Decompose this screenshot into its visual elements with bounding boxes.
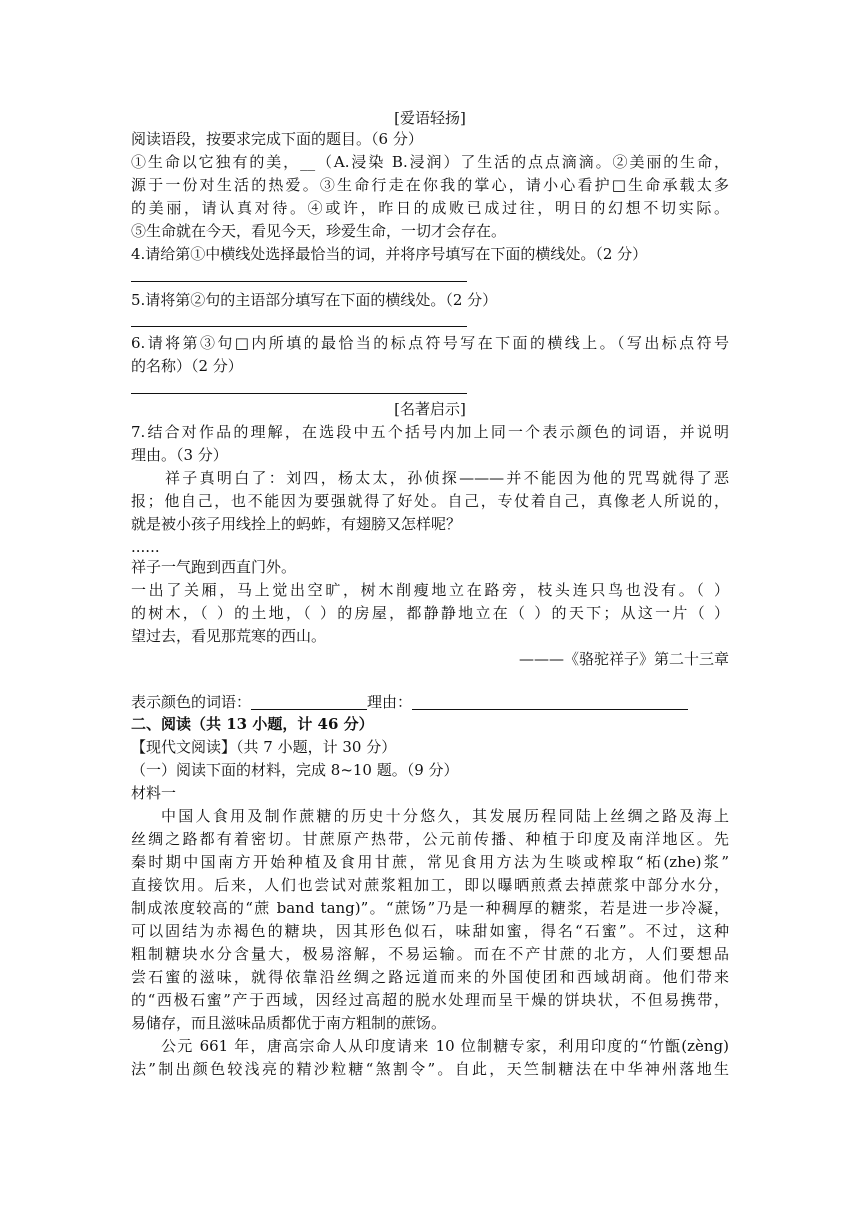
excerpt-p1-line-3: 就是被小孩子用线拴上的蚂蚱，有翅膀又怎样呢？ — [131, 515, 462, 533]
question-6-line-2: 的名称）（2 分） — [131, 357, 243, 375]
material-p1-line-5: 制成浓度较高的“蔗 band tang)”。“蔗饧”乃是一种稠厚的糖浆，若是进一步冷凝， — [131, 899, 729, 917]
question-7-line-2: 理由。（3 分） — [131, 446, 228, 464]
answer-row-q7 — [131, 692, 688, 712]
material-p1-line-4: 直接饮用。后来，人们也尝试对蔗浆粗加工，即以曝晒煎煮去掉蔗浆中部分水分， — [131, 876, 729, 894]
material-p1-line-1: 中国人食用及制作蔗糖的历史十分悠久，其发展历程同陆上丝绸之路及海上 — [161, 807, 729, 825]
reading-part-1: （一）阅读下面的材料，完成 8~10 题。（9 分） — [131, 761, 459, 779]
passage-intro: 阅读语段，按要求完成下面的题目。（6 分） — [131, 130, 423, 148]
question-4: 4.请给第①中横线处选择最恰当的词，并将序号填写在下面的横线处。（2 分） — [131, 245, 648, 263]
color-word-blank[interactable] — [251, 693, 367, 710]
excerpt-p1-line-2: 报；他自己，也不能因为要强就得了好处。自己，专仗着自己，真像老人所说的， — [131, 492, 729, 510]
section-header-mingzhu: [名著启示] — [394, 400, 466, 418]
material-p2-line-1: 公元 661 年，唐高宗命人从印度请来 10 位制糖专家，利用印度的“竹甑(zèng) — [161, 1037, 729, 1055]
excerpt-p1-line-1: 祥子真明白了：刘四，杨太太，孙侦探———并不能因为他的咒骂就得了恶 — [165, 469, 729, 487]
reading-section-title: 二、阅读（共 13 小题，计 46 分） — [131, 715, 374, 733]
reading-section-subtitle: 【现代文阅读】（共 7 小题，计 30 分） — [131, 738, 397, 756]
material-label: 材料一 — [131, 784, 177, 802]
material-p1-line-3: 秦时期中国南方开始种植及食用甘蔗，常见食用方法为生啖或榨取“柘(zhe)浆” — [131, 853, 729, 871]
reason-blank[interactable] — [412, 693, 688, 710]
excerpt-p3-line-1: 一出了关厢，马上觉出空旷，树木削瘦地立在路旁，枝头连只鸟也没有。（ ） — [131, 581, 729, 599]
answer-line-q6[interactable] — [131, 393, 467, 394]
excerpt-ellipsis: ...... — [131, 538, 160, 556]
excerpt-p3-line-3: 望过去，看见那荒寒的西山。 — [131, 627, 327, 645]
reason-label: 理由： — [367, 693, 413, 711]
answer-line-q4[interactable] — [131, 281, 467, 282]
section-header-aiyu: [爱语轻扬] — [394, 109, 466, 127]
material-p1-line-8: 尝石蜜的滋味，就得依靠沿丝绸之路远道而来的外国使团和西域胡商。他们带来 — [131, 968, 729, 986]
passage-line-2: 源于一份对生活的热爱。③生命行走在你我的掌心，请小心看护□生命承载太多 — [131, 176, 729, 194]
question-6-line-1: 6.请将第③句□内所填的最恰当的标点符号写在下面的横线上。（写出标点符号 — [131, 334, 729, 352]
passage-line-3: 的美丽，请认真对待。④或许，昨日的成败已成过往，明日的幻想不切实际。 — [131, 199, 729, 217]
material-p1-line-9: 的“西极石蜜”产于西域，因经过高超的脱水处理而呈干燥的饼块状，不但易携带， — [131, 991, 729, 1009]
material-p2-line-2: 法”制出颜色较浅亮的精沙粒糖“煞割令”。自此，天竺制糖法在中华神州落地生 — [131, 1060, 729, 1078]
passage-line-4: ⑤生命就在今天，看见今天，珍爱生命，一切才会存在。 — [131, 222, 507, 240]
material-p1-line-7: 粗制糖块水分含量大，极易溶解，不易运输。而在不产甘蔗的北方，人们要想品 — [131, 945, 729, 963]
material-p1-line-6: 可以固结为赤褐色的糖块，因其形色似石，味甜如蜜，得名“石蜜”。不过，这种 — [131, 922, 729, 940]
excerpt-source: ———《骆驼祥子》第二十三章 — [518, 650, 729, 668]
question-5: 5.请将第②句的主语部分填写在下面的横线处。（2 分） — [131, 291, 498, 309]
passage-line-1: ①生命以它独有的美，__（A.浸染 B.浸润）了生活的点点滴滴。②美丽的生命， — [131, 153, 729, 171]
answer-line-q5[interactable] — [131, 326, 467, 327]
material-p1-line-10: 易储存，而且滋味品质都优于南方粗制的蔗饧。 — [131, 1014, 447, 1032]
excerpt-p3-line-2: 的树木，（ ）的土地，（ ）的房屋，都静静地立在（ ）的天下；从这一片（ ） — [131, 604, 729, 622]
question-7-line-1: 7.结合对作品的理解，在选段中五个括号内加上同一个表示颜色的词语，并说明 — [131, 423, 729, 441]
color-word-label: 表示颜色的词语： — [131, 693, 252, 711]
material-p1-line-2: 丝绸之路都有着密切。甘蔗原产热带，公元前传播、种植于印度及南洋地区。先 — [131, 830, 729, 848]
excerpt-p2: 祥子一气跑到西直门外。 — [131, 558, 297, 576]
